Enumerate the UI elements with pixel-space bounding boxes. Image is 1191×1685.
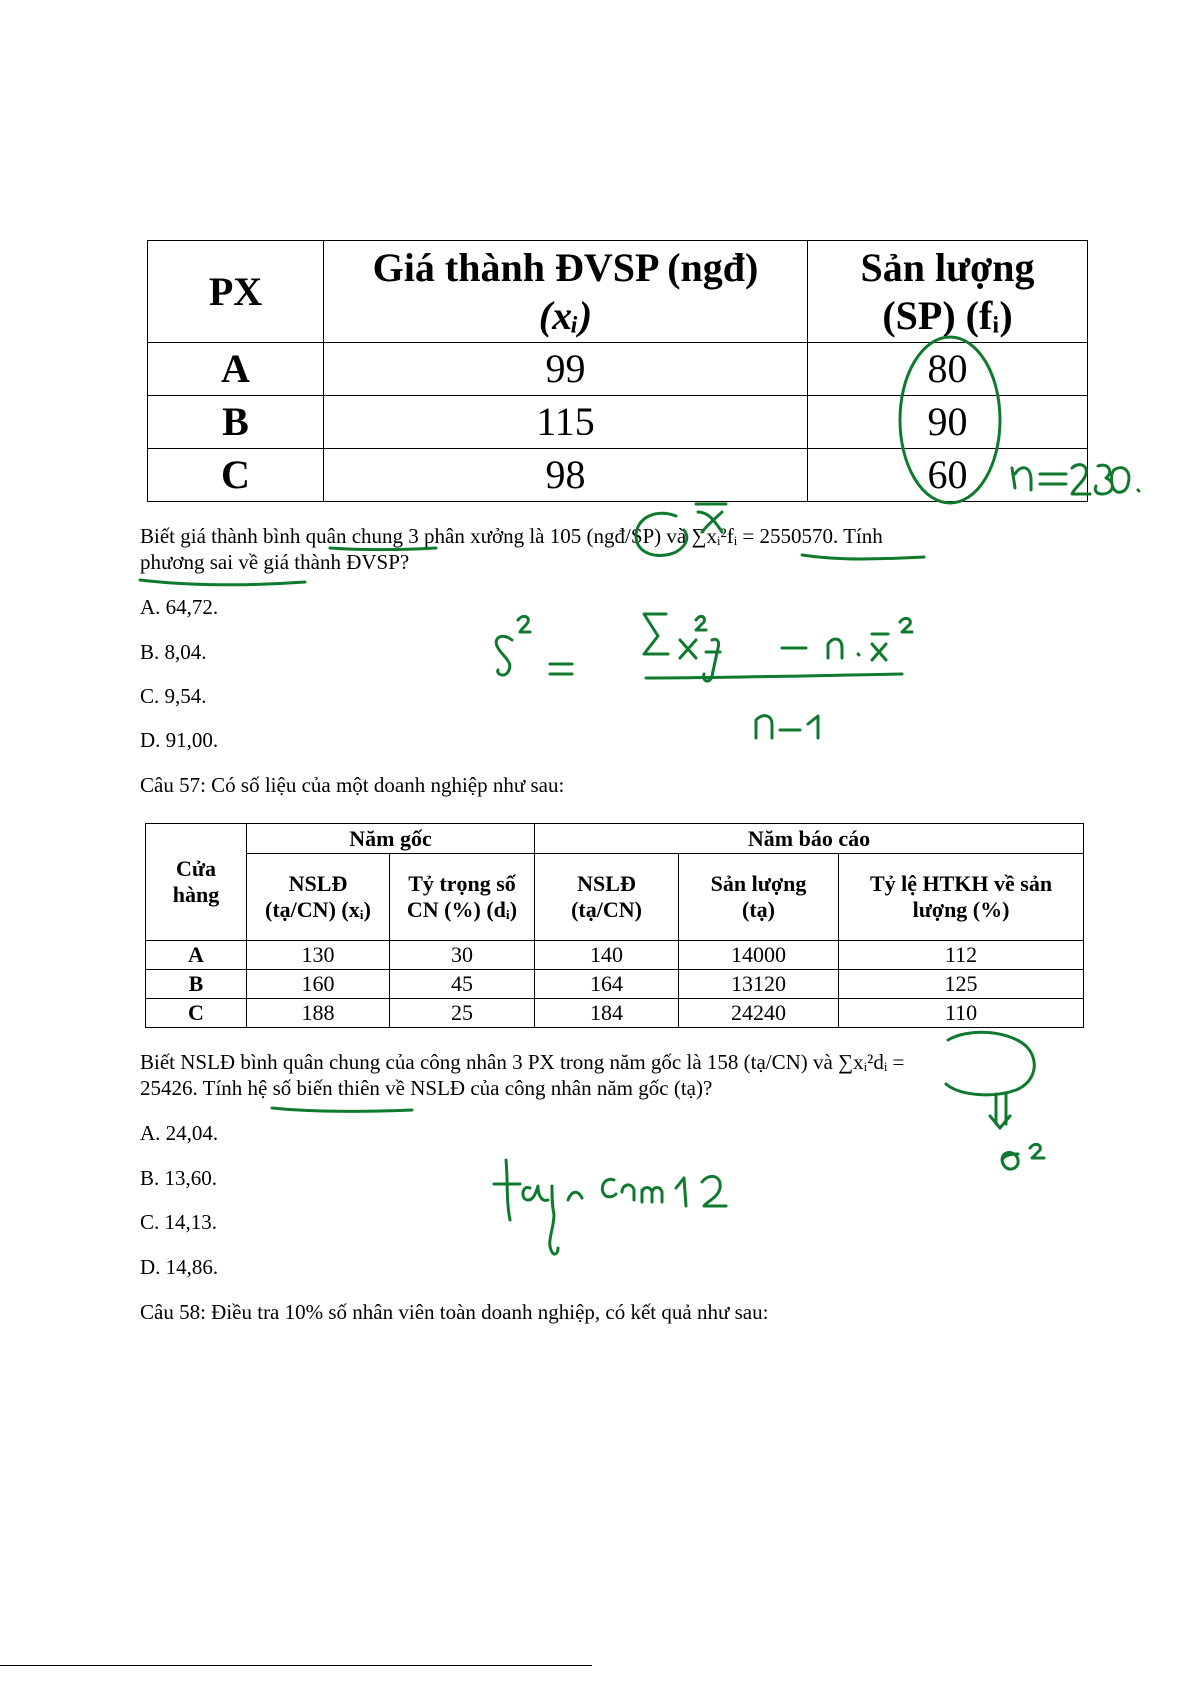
header-px: PX bbox=[148, 241, 324, 343]
option-a: A. 64,72. bbox=[140, 595, 219, 619]
question-56-line1: Biết giá thành bình quân chung 3 phân xưởng là 105 (ngđ/SP) và ∑xᵢ²fᵢ = 2550570. Tính bbox=[140, 524, 883, 548]
option-c: C. 9,54. bbox=[140, 684, 207, 708]
cell-x: 130 bbox=[247, 941, 390, 970]
header-nsld-base: NSLĐ (tạ/CN) (xᵢ) bbox=[247, 854, 390, 941]
annotation-underline-cv bbox=[272, 1108, 412, 1111]
cell-store: A bbox=[146, 941, 247, 970]
option-d: D. 14,86. bbox=[140, 1255, 219, 1279]
cell-quantity: 80 bbox=[808, 343, 1088, 396]
cell-ratio: 110 bbox=[839, 999, 1084, 1028]
annotation-n-dot-xbar bbox=[828, 618, 912, 660]
table-row bbox=[146, 999, 1084, 1028]
header-nsld-report: NSLĐ (tạ/CN) bbox=[535, 854, 679, 941]
productivity-table bbox=[145, 823, 1084, 1028]
table-row bbox=[146, 941, 1084, 970]
cell-price: 115 bbox=[324, 396, 808, 449]
question-58-title: Câu 58: Điều tra 10% số nhân viên toàn doanh nghiệp, có kết quả như sau: bbox=[140, 1300, 769, 1324]
cell-d: 45 bbox=[390, 970, 535, 999]
table-row bbox=[148, 343, 1088, 396]
annotation-s-squared bbox=[496, 616, 572, 675]
annotation-sigma-squared bbox=[1002, 1144, 1044, 1169]
annotation-note bbox=[494, 1160, 726, 1254]
price-output-table bbox=[147, 240, 1088, 502]
header-quantity-line2: (SP) (fᵢ) bbox=[882, 292, 1013, 338]
cell-nsld: 184 bbox=[535, 999, 679, 1028]
cell-output: 24240 bbox=[679, 999, 839, 1028]
table-row bbox=[148, 449, 1088, 502]
header-weight: Tỷ trọng số CN (%) (dᵢ) bbox=[390, 854, 535, 941]
table-header-row bbox=[146, 854, 1084, 941]
table-row bbox=[146, 970, 1084, 999]
cell-store: C bbox=[146, 999, 247, 1028]
header-output: Sản lượng (tạ) bbox=[679, 854, 839, 941]
header-report-year: Năm báo cáo bbox=[535, 824, 1084, 854]
header-ratio: Tỷ lệ HTKH về sản lượng (%) bbox=[839, 854, 1084, 941]
annotation-underline-variance bbox=[140, 580, 305, 585]
annotation-fraction-bar bbox=[646, 674, 902, 678]
question-56-text bbox=[140, 523, 1040, 575]
cell-x: 188 bbox=[247, 999, 390, 1028]
table-row bbox=[148, 396, 1088, 449]
header-price bbox=[324, 241, 808, 343]
question-57-text bbox=[140, 1049, 1040, 1101]
header-price-line2: (xᵢ) bbox=[538, 292, 593, 338]
annotation-n-minus-1 bbox=[756, 716, 818, 738]
header-quantity-line1: Sản lượng bbox=[860, 244, 1035, 290]
option-b: B. 8,04. bbox=[140, 640, 207, 664]
table-header-row bbox=[148, 241, 1088, 343]
cell-ratio: 112 bbox=[839, 941, 1084, 970]
table-header-row bbox=[146, 824, 1084, 854]
header-quantity bbox=[808, 241, 1088, 343]
cell-nsld: 164 bbox=[535, 970, 679, 999]
cell-quantity: 90 bbox=[808, 396, 1088, 449]
option-b: B. 13,60. bbox=[140, 1166, 218, 1190]
cell-x: 160 bbox=[247, 970, 390, 999]
cell-d: 25 bbox=[390, 999, 535, 1028]
cell-price: 98 bbox=[324, 449, 808, 502]
cell-ratio: 125 bbox=[839, 970, 1084, 999]
annotation-x2f bbox=[680, 616, 720, 681]
question-57-title: Câu 57: Có số liệu của một doanh nghiệp như sau: bbox=[140, 773, 565, 797]
cell-nsld: 140 bbox=[535, 941, 679, 970]
question-56-line2: phương sai về giá thành ĐVSP? bbox=[140, 550, 410, 574]
cell-output: 13120 bbox=[679, 970, 839, 999]
cell-d: 30 bbox=[390, 941, 535, 970]
annotation-sum-sign bbox=[644, 614, 668, 654]
cell-px: C bbox=[148, 449, 324, 502]
header-base-year: Năm gốc bbox=[247, 824, 535, 854]
header-price-line1: Giá thành ĐVSP (ngđ) bbox=[372, 244, 759, 290]
option-a: A. 24,04. bbox=[140, 1121, 219, 1145]
cell-px: A bbox=[148, 343, 324, 396]
header-store: Cửa hàng bbox=[146, 824, 247, 941]
cell-px: B bbox=[148, 396, 324, 449]
footnote-rule bbox=[0, 1665, 592, 1666]
cell-output: 14000 bbox=[679, 941, 839, 970]
option-c: C. 14,13. bbox=[140, 1210, 218, 1234]
question-57-line1: Biết NSLĐ bình quân chung của công nhân 3 PX trong năm gốc là 158 (tạ/CN) và ∑xᵢ²dᵢ = bbox=[140, 1050, 905, 1074]
question-57-line2: 25426. Tính hệ số biến thiên về NSLĐ của công nhân năm gốc (tạ)? bbox=[140, 1076, 713, 1100]
cell-store: B bbox=[146, 970, 247, 999]
cell-price: 99 bbox=[324, 343, 808, 396]
cell-quantity: 60 bbox=[808, 449, 1088, 502]
option-d: D. 91,00. bbox=[140, 728, 219, 752]
